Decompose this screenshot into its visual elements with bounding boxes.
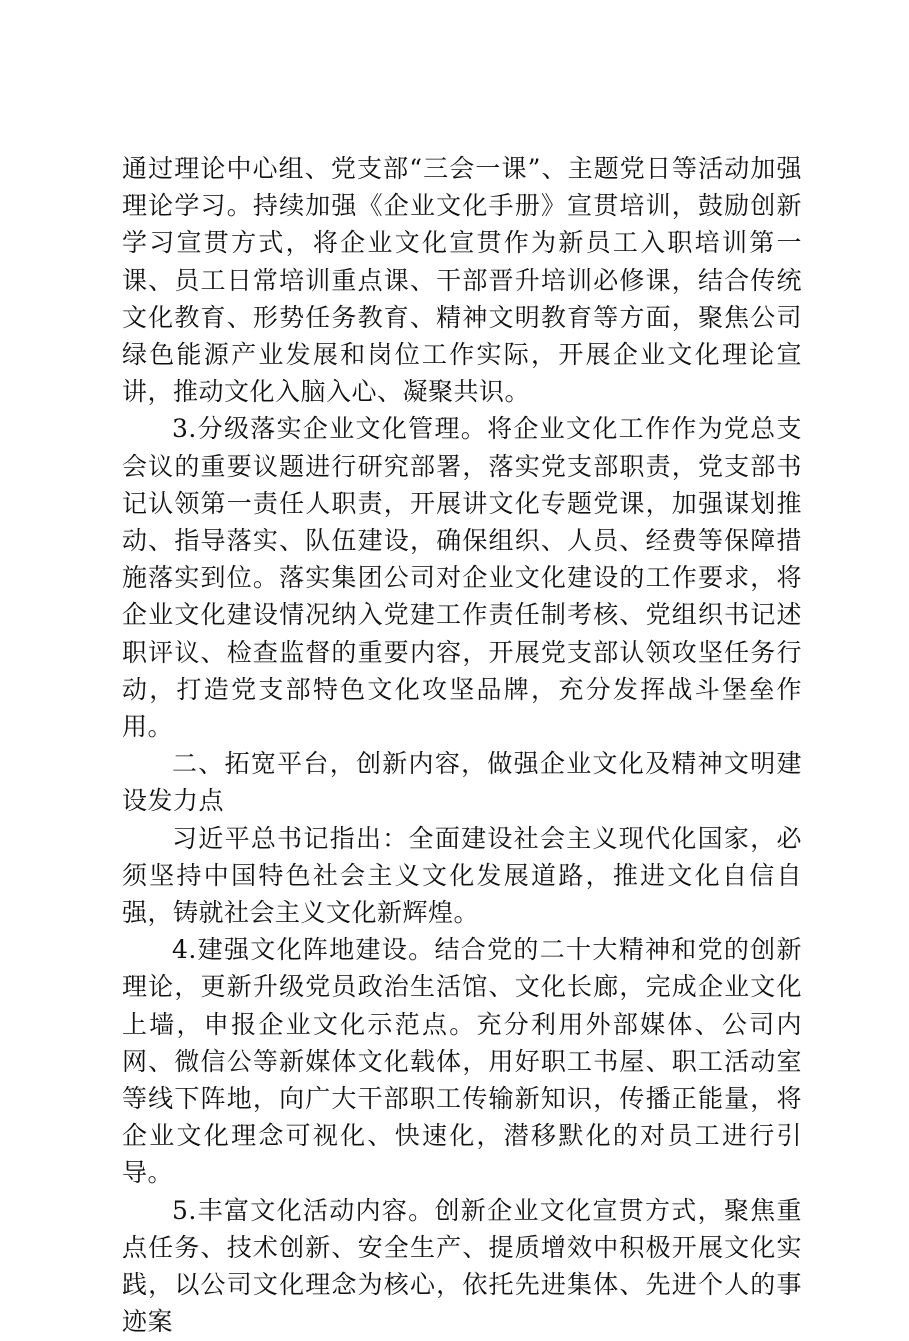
paragraph-5: 5.丰富文化活动内容。创新企业文化宣贯方式，聚焦重点任务、技术创新、安全生产、提质增效中积极开展文化实践，以公司文化理念为核心，依托先进集体、先进个人的事迹案: [122, 1195, 802, 1337]
paragraph-4: 4.建强文化阵地建设。结合党的二十大精神和党的创新理论，更新升级党员政治生活馆、文化长廊，完成企业文化上墙，申报企业文化示范点。充分利用外部媒体、公司内网、微信公等新媒体文化载体，用好职工书屋、职工活动室等线下阵地，向广大干部职工传输新知识，传播正能量，将企业文化理念可视化、快速化，潜移默化的对员工进行引导。: [122, 935, 802, 1188]
section-heading: 二、拓宽平台，创新内容，做强企业文化及精神文明建设发力点: [122, 749, 802, 816]
document-body: [122, 150, 802, 1341]
paragraph-quote: 习近平总书记指出：全面建设社会主义现代化国家，必须坚持中国特色社会主义文化发展道路，推进文化自信自强，铸就社会主义文化新辉煌。: [122, 823, 802, 928]
paragraph-2: 3.分级落实企业文化管理。将企业文化工作作为党总支会议的重要议题进行研究部署，落实党支部职责，党支部书记认领第一责任人职责，开展讲文化专题党课，加强谋划推动、指导落实、队伍建设，确保组织、人员、经费等保障措施落实到位。落实集团公司对企业文化建设的工作要求，将企业文化建设情况纳入党建工作责任制考核、党组织书记述职评议、检查监督的重要内容，开展党支部认领攻坚任务行动，打造党支部特色文化攻坚品牌，充分发挥战斗堡垒作用。: [122, 414, 802, 742]
paragraph-1: 通过理论中心组、党支部“三会一课”、主题党日等活动加强理论学习。持续加强《企业文化手册》宣贯培训，鼓励创新学习宣贯方式，将企业文化宣贯作为新员工入职培训第一课、员工日常培训重点课、干部晋升培训必修课，结合传统文化教育、形势任务教育、精神文明教育等方面，聚焦公司绿色能源产业发展和岗位工作实际，开展企业文化理论宣讲，推动文化入脑入心、凝聚共识。: [122, 154, 802, 407]
